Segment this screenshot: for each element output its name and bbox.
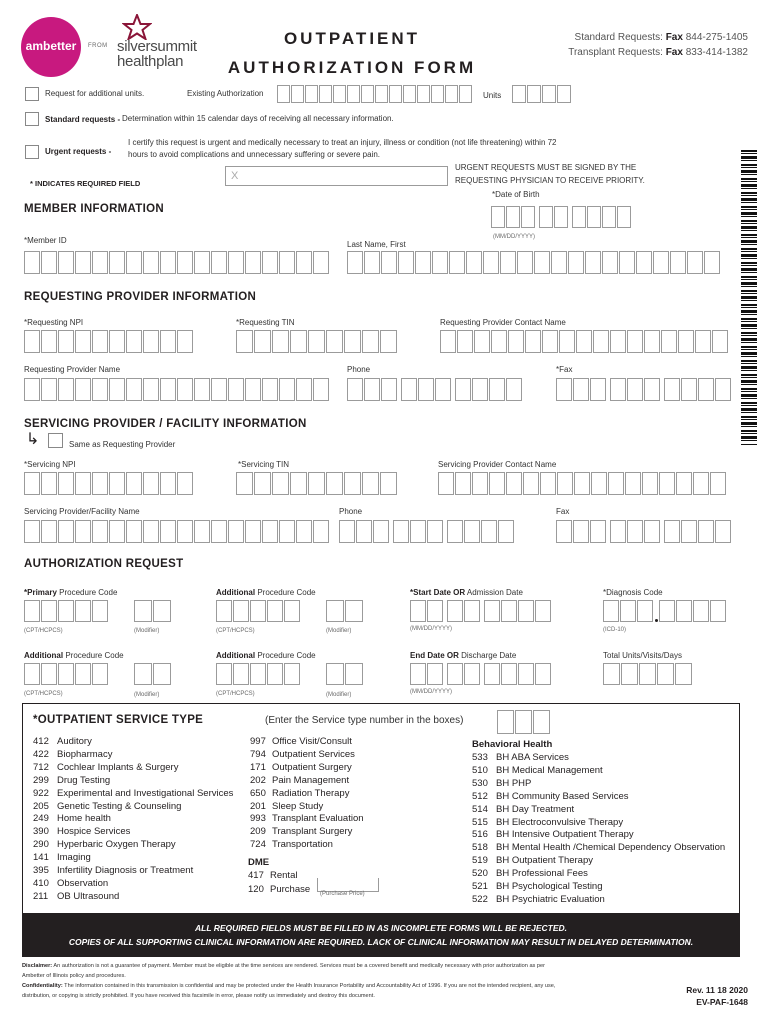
service-item — [33, 826, 233, 839]
service-label: Imaging — [57, 852, 91, 864]
start-date-boxes[interactable] — [410, 600, 552, 622]
service-label: Transplant Evaluation — [272, 813, 364, 825]
servicing-npi-boxes[interactable] — [24, 472, 194, 495]
service-item — [250, 775, 364, 788]
diagnosis-boxes[interactable] — [603, 600, 727, 622]
service-item — [250, 736, 364, 749]
service-code: 171 — [250, 761, 266, 773]
service-code: 519 — [472, 855, 488, 867]
dob-label: *Date of Birth — [492, 190, 540, 199]
service-code: 395 — [33, 865, 49, 877]
service-item — [472, 804, 725, 817]
service-label: Hyperbaric Oxygen Therapy — [57, 839, 176, 851]
service-code: 412 — [33, 736, 49, 747]
ambetter-logo — [21, 17, 81, 77]
units-label: Units — [483, 91, 502, 100]
requesting-fax-label: *Fax — [556, 365, 573, 374]
additional-modifier-boxes-3[interactable] — [326, 663, 364, 685]
service-item — [33, 762, 233, 775]
diagnosis-label: *Diagnosis Code — [603, 588, 663, 597]
servicing-tin-boxes[interactable] — [236, 472, 398, 495]
partner-line2: healthplan — [117, 53, 184, 70]
member-id-label: *Member ID — [24, 236, 67, 245]
service-item — [248, 869, 310, 883]
service-label: BH Medical Management — [496, 764, 603, 776]
service-label: BH Psychiatric Evaluation — [496, 893, 605, 905]
start-date-format: (MM/DD/YYYY) — [410, 626, 452, 632]
service-type-title: *OUTPATIENT SERVICE TYPE — [33, 714, 204, 726]
service-label: Sleep Study — [272, 800, 324, 812]
servicing-phone-boxes[interactable] — [339, 520, 515, 543]
existing-auth-label: Existing Authorization — [187, 89, 264, 98]
service-label: Experimental and Investigational Services — [57, 787, 234, 799]
service-item — [33, 878, 233, 891]
service-label: Drug Testing — [57, 774, 111, 786]
servicing-phone-label: Phone — [339, 507, 363, 516]
service-label: Outpatient Surgery — [272, 761, 352, 773]
service-item — [472, 817, 725, 830]
service-label: Purchase — [270, 884, 311, 895]
service-item — [472, 855, 725, 868]
partner-line1: silversummit — [117, 38, 197, 55]
additional-cpt-boxes-2[interactable] — [24, 663, 109, 685]
service-label: Genetic Testing & Counseling — [57, 800, 182, 812]
standard-request-text: Determination within 15 calendar days of receiving all necessary information. — [122, 114, 394, 123]
service-item — [472, 894, 725, 907]
additional-cpt-boxes-1[interactable] — [216, 600, 301, 622]
requesting-name-boxes[interactable] — [24, 378, 330, 401]
same-as-requesting-label: Same as Requesting Provider — [69, 440, 176, 449]
service-item — [33, 775, 233, 788]
fax-info: Standard Requests: Fax 844-275-1405 Transplant Requests: Fax 833-414-1382 — [568, 32, 748, 58]
additional-cpt-boxes-3[interactable] — [216, 663, 301, 685]
total-units-label: Total Units/Visits/Days — [603, 651, 682, 660]
service-label: Outpatient Services — [272, 748, 355, 760]
service-code: 202 — [250, 774, 266, 786]
additional-modifier-sublabel-3: (Modifier) — [326, 692, 352, 698]
requesting-fax-boxes[interactable] — [556, 378, 732, 401]
service-list-dme — [248, 869, 310, 897]
service-code: 417 — [248, 870, 264, 881]
service-label: Radiation Therapy — [272, 787, 350, 799]
additional-modifier-sublabel-1: (Modifier) — [326, 628, 352, 634]
service-item — [472, 842, 725, 855]
form-id: EV-PAF-1648 — [696, 997, 748, 1007]
service-item — [472, 752, 725, 765]
disclaimer: Disclaimer: An authorization is not a guarantee of payment. Member must be eligible at the time services are rendered. Services must be a covered benefit and medically necessary with prior authorization as per Ambetter of Illinois policy and procedures. Confidentiality: The information contained in this transmission is confidential and may be protected under the Health Insurance Portability and Accountability Act of 1996. If you are not the intended recipient, any use, distribution, or copying is strictly prohibited. If you have received this facsimile in error, please notify us immediately and destroy this document. — [22, 963, 556, 999]
service-label: Observation — [57, 877, 109, 889]
dme-title: DME — [248, 857, 270, 868]
service-code: 299 — [33, 774, 49, 786]
service-list-col2 — [250, 736, 364, 852]
service-code: 510 — [472, 764, 488, 776]
service-item — [472, 791, 725, 804]
diagnosis-format: (ICD-10) — [603, 627, 627, 633]
existing-auth-boxes[interactable] — [277, 85, 473, 103]
servicing-contact-label: Servicing Provider Contact Name — [438, 460, 557, 469]
title-line1: OUTPATIENT — [283, 29, 421, 48]
primary-procedure-label: *Primary Procedure Code — [24, 588, 118, 597]
barcode — [741, 150, 757, 445]
service-item — [472, 765, 725, 778]
service-type-boxes[interactable] — [497, 710, 551, 734]
title-line2: AUTHORIZATION FORM — [227, 58, 477, 77]
service-label: Infertility Diagnosis or Treatment — [57, 865, 194, 877]
service-item — [33, 865, 233, 878]
purchase-price-label: (Purchase Price) — [320, 891, 365, 897]
servicing-fax-boxes[interactable] — [556, 520, 732, 543]
additional-procedure-label-1: Additional Procedure Code — [216, 588, 316, 597]
requesting-name-label: Requesting Provider Name — [24, 365, 121, 374]
service-code: 520 — [472, 868, 488, 880]
service-code: 522 — [472, 893, 488, 905]
member-name-boxes[interactable] — [347, 251, 721, 274]
member-id-boxes[interactable] — [24, 251, 330, 274]
signature-field[interactable] — [225, 166, 448, 186]
dob-format: (MM/DD/YYYY) — [493, 234, 535, 240]
service-label: BH PHP — [496, 777, 532, 789]
service-item — [33, 852, 233, 865]
service-code: 410 — [33, 877, 49, 889]
last-first-label: Last Name, First — [347, 240, 406, 249]
service-label: Auditory — [57, 736, 92, 747]
service-code: 712 — [33, 761, 49, 773]
service-list-col1 — [33, 736, 233, 904]
request-additional-label: Request for additional units. — [45, 89, 145, 98]
service-label: Biopharmacy — [57, 748, 113, 760]
service-code: 290 — [33, 839, 49, 851]
auth-section-title: AUTHORIZATION REQUEST — [24, 558, 184, 570]
service-label: Cochlear Implants & Surgery — [57, 761, 179, 773]
additional-procedure-label-2: Additional Procedure Code — [24, 651, 124, 660]
service-item — [33, 801, 233, 814]
requesting-phone-label: Phone — [347, 365, 371, 374]
footer-banner-line2: COPIES OF ALL SUPPORTING CLINICAL INFORMATION ARE REQUIRED. LACK OF CLINICAL INFORMATION MAY RESULT IN DELAYED DETERMINATION. — [68, 937, 694, 947]
service-code: 422 — [33, 748, 49, 760]
diagnosis-decimal-dot — [655, 619, 658, 622]
requesting-phone-boxes[interactable] — [347, 378, 523, 401]
servicing-fax-label: Fax — [556, 507, 570, 516]
service-item — [250, 813, 364, 826]
service-item — [472, 778, 725, 791]
service-label: BH Mental Health /Chemical Dependency Observation — [496, 842, 726, 854]
service-code: 515 — [472, 816, 488, 828]
service-item — [250, 839, 364, 852]
urgent-request-label: Urgent requests - — [45, 147, 112, 156]
footer-banner-line1: ALL REQUIRED FIELDS MUST BE FILLED IN AS INCOMPLETE FORMS WILL BE REJECTED. — [195, 923, 567, 933]
primary-modifier-sublabel: (Modifier) — [134, 628, 160, 634]
service-code: 211 — [33, 890, 49, 902]
servicing-npi-label: *Servicing NPI — [24, 460, 76, 469]
service-label: BH ABA Services — [496, 752, 569, 763]
signature-x: X — [231, 170, 239, 182]
urgent-note: URGENT REQUESTS MUST BE SIGNED BY THE REQUESTING PHYSICIAN TO RECEIVE PRIORITY. — [455, 163, 645, 185]
primary-modifier-boxes[interactable] — [134, 600, 172, 622]
service-item — [250, 788, 364, 801]
service-code: 724 — [250, 839, 266, 851]
service-item — [472, 829, 725, 842]
units-boxes[interactable] — [512, 85, 572, 103]
service-item — [33, 839, 233, 852]
service-label: BH Intensive Outpatient Therapy — [496, 829, 634, 841]
end-date-format: (MM/DD/YYYY) — [410, 689, 452, 695]
service-label: Rental — [270, 870, 298, 881]
page-title — [222, 24, 482, 82]
ambetter-logo-text: ambetter — [25, 39, 77, 53]
urgent-request-text: I certify this request is urgent and medically necessary to treat an injury, illness or condition (not life threatening) within 72 hours to avoid complications and unnecessary suffering or severe pain. — [128, 138, 557, 159]
service-label: BH Day Treatment — [496, 803, 575, 815]
servicing-tin-label: *Servicing TIN — [238, 460, 289, 469]
service-item — [472, 868, 725, 881]
service-code: 516 — [472, 829, 488, 841]
service-item — [33, 891, 233, 904]
service-label: BH Professional Fees — [496, 868, 588, 880]
end-date-boxes[interactable] — [410, 663, 552, 685]
service-code: 120 — [248, 884, 264, 895]
service-item — [472, 881, 725, 894]
additional-cpt-sublabel-3: (CPT/HCPCS) — [216, 691, 255, 697]
arrow-down-right-icon: ↳ — [26, 431, 40, 448]
service-label: BH Community Based Services — [496, 790, 629, 802]
service-label: Transplant Surgery — [272, 826, 353, 838]
service-item — [248, 883, 310, 897]
additional-cpt-sublabel-2: (CPT/HCPCS) — [24, 691, 63, 697]
service-type-instruction: (Enter the Service type number in the boxes) — [265, 715, 464, 726]
service-code: 518 — [472, 842, 488, 854]
service-code: 993 — [250, 813, 266, 825]
dob-boxes[interactable] — [491, 206, 632, 228]
additional-modifier-sublabel-2: (Modifier) — [134, 692, 160, 698]
star-icon — [122, 14, 152, 40]
service-label: OB Ultrasound — [57, 890, 120, 902]
service-code: 141 — [33, 852, 49, 864]
service-code: 205 — [33, 800, 49, 812]
service-code: 533 — [472, 752, 488, 763]
additional-units-checkbox[interactable] — [25, 87, 39, 101]
additional-procedure-label-3: Additional Procedure Code — [216, 651, 316, 660]
service-item — [250, 762, 364, 775]
servicing-name-label: Servicing Provider/Facility Name — [24, 507, 140, 516]
urgent-request-checkbox[interactable] — [25, 145, 39, 159]
primary-cpt-sublabel: (CPT/HCPCS) — [24, 628, 63, 634]
rev-date: Rev. 11 18 2020 — [686, 985, 748, 995]
service-item — [33, 788, 233, 801]
additional-cpt-sublabel-1: (CPT/HCPCS) — [216, 628, 255, 634]
service-label: Pain Management — [272, 774, 350, 786]
service-label: BH Psychological Testing — [496, 881, 603, 893]
bh-title: Behavioral Health — [472, 739, 553, 750]
service-code: 209 — [250, 826, 266, 838]
service-list-bh — [472, 752, 725, 907]
service-code: 514 — [472, 803, 488, 815]
footer-banner — [22, 913, 740, 957]
same-as-requesting-checkbox[interactable] — [48, 433, 63, 448]
service-code: 201 — [250, 800, 266, 812]
required-field-note: * INDICATES REQUIRED FIELD — [30, 179, 141, 188]
start-date-label: *Start Date OR Admission Date — [410, 588, 523, 597]
servicing-section-title: SERVICING PROVIDER / FACILITY INFORMATION — [24, 418, 307, 430]
purchase-price-field[interactable] — [317, 878, 379, 892]
service-code: 390 — [33, 826, 49, 838]
service-item — [33, 749, 233, 762]
service-code: 530 — [472, 777, 488, 789]
service-label: BH Electroconvulsive Therapy — [496, 816, 624, 828]
requesting-contact-label: Requesting Provider Contact Name — [440, 318, 566, 327]
servicing-name-boxes[interactable] — [24, 520, 330, 543]
total-units-boxes[interactable] — [603, 663, 693, 685]
service-code: 512 — [472, 790, 488, 802]
service-label: Home health — [57, 813, 111, 825]
service-item — [250, 749, 364, 762]
servicing-contact-boxes[interactable] — [438, 472, 727, 495]
service-code: 650 — [250, 787, 266, 799]
service-label: Transportation — [272, 839, 333, 851]
form-revision — [686, 984, 748, 1008]
primary-cpt-boxes[interactable] — [24, 600, 109, 622]
service-item — [250, 801, 364, 814]
standard-request-checkbox[interactable] — [25, 112, 39, 126]
standard-request-label: Standard requests - — [45, 115, 121, 124]
requesting-contact-boxes[interactable] — [440, 330, 729, 353]
from-label: FROM — [88, 43, 108, 49]
requesting-npi-boxes[interactable] — [24, 330, 194, 353]
additional-modifier-boxes-1[interactable] — [326, 600, 364, 622]
additional-modifier-boxes-2[interactable] — [134, 663, 172, 685]
requesting-npi-label: *Requesting NPI — [24, 318, 84, 327]
service-item — [33, 813, 233, 826]
service-label: BH Outpatient Therapy — [496, 855, 593, 867]
service-code: 997 — [250, 736, 266, 747]
service-code: 249 — [33, 813, 49, 825]
service-code: 922 — [33, 787, 49, 799]
service-item — [33, 736, 233, 749]
requesting-tin-label: *Requesting TIN — [236, 318, 295, 327]
silversummit-logo — [117, 14, 207, 72]
requesting-section-title: REQUESTING PROVIDER INFORMATION — [24, 291, 257, 303]
service-code: 521 — [472, 881, 488, 893]
service-label: Hospice Services — [57, 826, 131, 838]
service-code: 794 — [250, 748, 266, 760]
service-item — [250, 826, 364, 839]
member-section-title: MEMBER INFORMATION — [24, 203, 164, 215]
service-label: Office Visit/Consult — [272, 736, 352, 747]
requesting-tin-boxes[interactable] — [236, 330, 398, 353]
end-date-label: End Date OR Discharge Date — [410, 651, 517, 660]
